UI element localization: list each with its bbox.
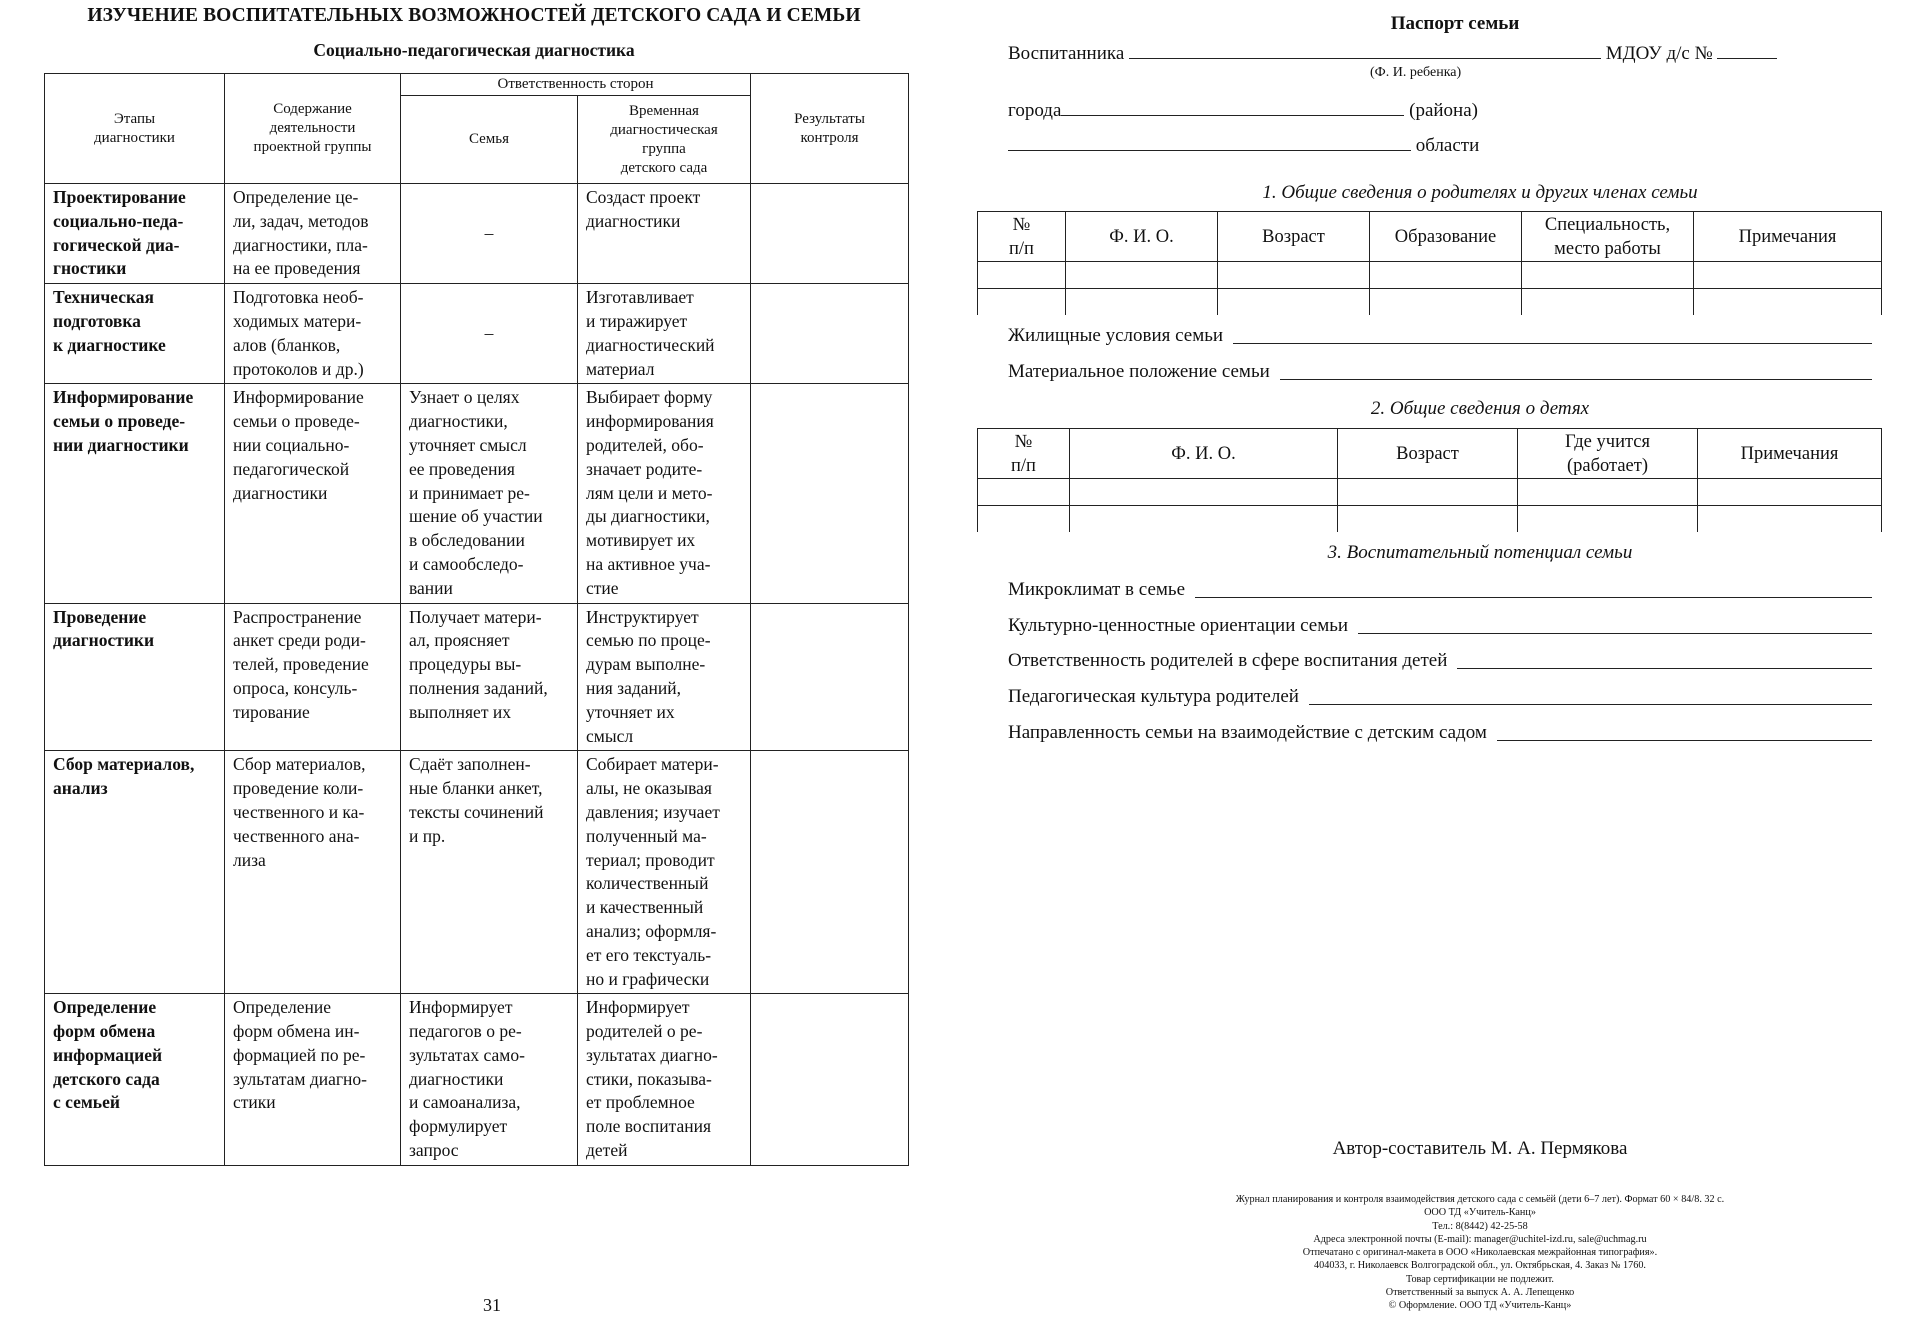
group-cell: Выбирает форму информирования родителей, обо- значает родите- лям цели и мето- ды диагностики, мотивирует их на активное уча- стие [578, 384, 751, 603]
imprint-line: 404033, г. Николаевск Волгоградской обл., ул. Октябрьская, 4. Заказ № 1760. [1314, 1260, 1646, 1272]
parents-header-5: Примечания [1694, 212, 1882, 262]
housing-field[interactable] [1233, 325, 1872, 344]
potential-label: Ответственность родителей в сфере воспитания детей [1008, 650, 1448, 671]
table-cell[interactable] [1518, 479, 1698, 506]
table-cell[interactable] [1370, 289, 1522, 316]
potential-label: Педагогическая культура родителей [1008, 686, 1299, 707]
header-results: Результаты контроля [751, 74, 909, 184]
table-row [45, 384, 909, 603]
stage-cell: Проектирование социально-педа- гогической диа- гностики [45, 184, 225, 284]
child-name-caption: (Ф. И. ребенка) [1370, 65, 1462, 80]
potential-field[interactable] [1309, 686, 1872, 705]
parents-header-0: № п/п [978, 212, 1066, 262]
potential-row [1008, 686, 1872, 708]
table-row [45, 184, 909, 284]
dou-label: МДОУ д/с № [1605, 43, 1713, 64]
table-cell[interactable] [1066, 262, 1218, 289]
child-name-field[interactable] [1129, 40, 1601, 59]
page-subtitle: Социально-педагогическая диагностика [313, 40, 635, 60]
children-table [977, 428, 1882, 532]
potential-field[interactable] [1195, 579, 1872, 598]
group-cell: Изготавливает и тиражирует диагностический материал [578, 284, 751, 384]
content-cell: Распространение анкет среди роди- телей, проведение опроса, консуль- тирование [225, 603, 401, 751]
results-cell [751, 994, 909, 1166]
region-row [1008, 132, 1479, 157]
parents-header-1: Ф. И. О. [1066, 212, 1218, 262]
table-cell[interactable] [1694, 262, 1882, 289]
imprint-block [960, 1193, 1920, 1313]
parents-header-2: Возраст [1218, 212, 1370, 262]
stage-cell: Определение форм обмена информацией детского сада с семьей [45, 994, 225, 1166]
imprint-line: Товар сертификации не подлежит. [1406, 1273, 1554, 1285]
header-responsibility: Ответственность сторон [401, 74, 751, 96]
content-cell: Определение це- ли, задач, методов диагностики, пла- на ее проведения [225, 184, 401, 284]
table-cell[interactable] [1066, 289, 1218, 316]
header-stages: Этапы диагностики [45, 74, 225, 184]
city-field[interactable] [1061, 97, 1404, 116]
group-cell: Информирует родителей о ре- зультатах диагно- стики, показыва- ет проблемное поле воспитания детей [578, 994, 751, 1166]
content-cell: Информирование семьи о проведе- нии социально- педагогической диагностики [225, 384, 401, 603]
results-cell [751, 603, 909, 751]
section1-title: 1. Общие сведения о родителях и других членах семьи [1262, 182, 1698, 203]
table-cell[interactable] [978, 479, 1070, 506]
table-cell[interactable] [1694, 289, 1882, 316]
dou-number-field[interactable] [1717, 40, 1777, 59]
district-label: (района) [1409, 100, 1478, 121]
potential-field[interactable] [1497, 722, 1872, 741]
family-cell: Получает матери- ал, проясняет процедуры вы- полнения заданий, выполняет их [401, 603, 578, 751]
imprint-line: ООО ТД «Учитель-Канц» [1424, 1207, 1536, 1219]
city-label: города [1008, 100, 1062, 121]
housing-row [1008, 325, 1872, 347]
diagnostics-table [44, 73, 909, 1166]
group-cell: Собирает матери- алы, не оказывая давления; изучает полученный ма- териал; проводит количественный и качественный анализ; оформля- ет его текстуаль- но и графически [578, 751, 751, 994]
table-cell[interactable] [1370, 262, 1522, 289]
table-cell[interactable] [978, 289, 1066, 316]
stage-cell: Техническая подготовка к диагностике [45, 284, 225, 384]
table-cell[interactable] [978, 262, 1066, 289]
page-number: 31 [483, 1295, 501, 1315]
section3-title: 3. Воспитательный потенциал семьи [1327, 542, 1633, 563]
table-cell[interactable] [1218, 262, 1370, 289]
results-cell [751, 284, 909, 384]
family-cell: – [401, 184, 578, 284]
potential-row [1008, 579, 1872, 601]
imprint-line: © Оформление. ООО ТД «Учитель-Канц» [1388, 1300, 1572, 1312]
table-cell[interactable] [1338, 479, 1518, 506]
header-family: Семья [401, 96, 578, 184]
imprint-line: Отпечатано с оригинал-макета в ООО «Николаевская межрайонная типография». [1302, 1247, 1658, 1259]
material-label: Материальное положение семьи [1008, 361, 1270, 382]
table-cell[interactable] [1698, 479, 1882, 506]
table-cell[interactable] [1522, 289, 1694, 316]
material-field[interactable] [1280, 361, 1872, 380]
family-cell: – [401, 284, 578, 384]
imprint-line: Ответственный за выпуск А. А. Лепещенко [1385, 1287, 1575, 1299]
table-cell[interactable] [1070, 506, 1338, 533]
pupil-row [1008, 40, 1777, 65]
stage-cell: Сбор материалов, анализ [45, 751, 225, 994]
pupil-label: Воспитанника [1008, 43, 1125, 64]
table-cell[interactable] [1698, 506, 1882, 533]
content-cell: Подготовка необ- ходимых матери- алов (бланков, протоколов и др.) [225, 284, 401, 384]
table-cell[interactable] [1518, 506, 1698, 533]
region-field[interactable] [1008, 132, 1411, 151]
table-cell[interactable] [1070, 479, 1338, 506]
potential-row [1008, 650, 1872, 672]
table-row [45, 603, 909, 751]
stage-cell: Проведение диагностики [45, 603, 225, 751]
family-cell: Узнает о целях диагностики, уточняет смысл ее проведения и принимает ре- шение об участии в обследовании и самообследо- вании [401, 384, 578, 603]
potential-label: Направленность семьи на взаимодействие с детским садом [1008, 722, 1487, 743]
material-row [1008, 361, 1872, 383]
imprint-line: Журнал планирования и контроля взаимодействия детского сада с семьёй (дети 6–7 лет). Формат 60 × 84/8. 32 с. [1235, 1194, 1725, 1205]
city-row [1008, 97, 1478, 122]
content-cell: Определение форм обмена ин- формацией по ре- зультатам диагно- стики [225, 994, 401, 1166]
table-cell[interactable] [978, 506, 1070, 533]
imprint-line: Адреса электронной почты (E-mail): manager@uchitel-izd.ru, sale@uchmag.ru [1313, 1233, 1647, 1245]
parents-header-4: Специальность, место работы [1522, 212, 1694, 262]
stage-cell: Информирование семьи о проведе- нии диагностики [45, 384, 225, 603]
page-title: ИЗУЧЕНИЕ ВОСПИТАТЕЛЬНЫХ ВОЗМОЖНОСТЕЙ ДЕТСКОГО САДА И СЕМЬИ [87, 5, 861, 26]
table-row [45, 994, 909, 1166]
potential-label: Культурно-ценностные ориентации семьи [1008, 615, 1349, 636]
potential-field[interactable] [1358, 615, 1872, 634]
potential-row [1008, 722, 1872, 744]
author-line: Автор-составитель М. А. Пермякова [1332, 1138, 1628, 1159]
passport-title: Паспорт семьи [1390, 13, 1520, 34]
results-cell [751, 184, 909, 284]
results-cell [751, 751, 909, 994]
table-cell[interactable] [1218, 289, 1370, 316]
children-header-3: Где учится (работает) [1518, 429, 1698, 479]
table-cell[interactable] [1522, 262, 1694, 289]
family-cell: Сдаёт заполнен- ные бланки анкет, тексты сочинений и пр. [401, 751, 578, 994]
housing-label: Жилищные условия семьи [1008, 325, 1224, 346]
header-group: Временная диагностическая группа детского сада [578, 96, 751, 184]
children-header-1: Ф. И. О. [1070, 429, 1338, 479]
parents-table [977, 211, 1882, 315]
potential-row [1008, 615, 1872, 637]
group-cell: Инструктирует семью по проце- дурам выполне- ния заданий, уточняет их смысл [578, 603, 751, 751]
children-header-0: № п/п [978, 429, 1070, 479]
imprint-line: Тел.: 8(8442) 42-25-58 [1432, 1220, 1528, 1232]
children-header-4: Примечания [1698, 429, 1882, 479]
family-cell: Информирует педагогов о ре- зультатах само- диагностики и самоанализа, формулирует запрос [401, 994, 578, 1166]
potential-field[interactable] [1457, 650, 1872, 669]
region-label: области [1415, 135, 1480, 156]
table-row [45, 284, 909, 384]
table-row [45, 751, 909, 994]
parents-header-3: Образование [1370, 212, 1522, 262]
results-cell [751, 384, 909, 603]
content-cell: Сбор материалов, проведение коли- чественного и ка- чественного ана- лиза [225, 751, 401, 994]
header-content: Содержание деятельности проектной группы [225, 74, 401, 184]
children-header-2: Возраст [1338, 429, 1518, 479]
section2-title: 2. Общие сведения о детях [1370, 398, 1590, 419]
potential-label: Микроклимат в семье [1008, 579, 1186, 600]
table-cell[interactable] [1338, 506, 1518, 533]
group-cell: Создаст проект диагностики [578, 184, 751, 284]
